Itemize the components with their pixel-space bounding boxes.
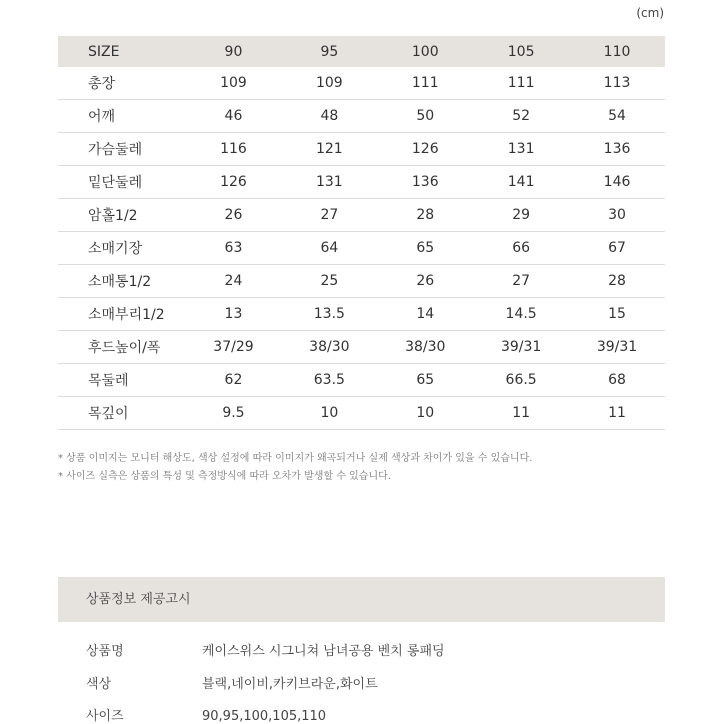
unit-label: (cm)	[636, 6, 664, 20]
row-label-cell: 후드높이/폭	[58, 331, 186, 364]
row-label-cell: 소매기장	[58, 232, 186, 265]
table-row	[58, 232, 665, 265]
value-cell: 39/31	[473, 331, 569, 364]
value-cell: 68	[569, 364, 665, 397]
header-cell: 105	[473, 36, 569, 67]
header-cell: SIZE	[58, 36, 186, 67]
value-cell: 126	[186, 166, 282, 199]
value-cell: 30	[569, 199, 665, 232]
value-cell: 39/31	[569, 331, 665, 364]
value-cell: 13	[186, 298, 282, 331]
value-cell: 50	[377, 100, 473, 133]
value-cell: 52	[473, 100, 569, 133]
value-cell: 27	[281, 199, 377, 232]
info-value: 케이스위스 시그니쳐 남녀공용 벤치 롱패딩	[202, 644, 445, 659]
value-cell: 14	[377, 298, 473, 331]
value-cell: 66	[473, 232, 569, 265]
value-cell: 38/30	[377, 331, 473, 364]
value-cell: 10	[281, 397, 377, 430]
value-cell: 113	[569, 67, 665, 100]
value-cell: 136	[569, 133, 665, 166]
note-line: * 상품 이미지는 모니터 해상도, 색상 설정에 따라 이미지가 왜곡되거나 실제 색상과 차이가 있을 수 있습니다.	[58, 453, 533, 464]
row-label-cell: 어깨	[58, 100, 186, 133]
product-info-row-size	[86, 705, 326, 724]
value-cell: 10	[377, 397, 473, 430]
value-cell: 67	[569, 232, 665, 265]
value-cell: 28	[569, 265, 665, 298]
value-cell: 121	[281, 133, 377, 166]
row-label-cell: 가슴둘레	[58, 133, 186, 166]
table-row	[58, 364, 665, 397]
value-cell: 136	[377, 166, 473, 199]
table-row	[58, 133, 665, 166]
value-cell: 9.5	[186, 397, 282, 430]
table-row	[58, 397, 665, 430]
value-cell: 126	[377, 133, 473, 166]
size-table	[58, 36, 665, 430]
row-label-cell: 암홀1/2	[58, 199, 186, 232]
product-info-row-name	[86, 640, 445, 659]
row-label-cell: 목둘레	[58, 364, 186, 397]
product-info-row-color	[86, 673, 378, 692]
value-cell: 116	[186, 133, 282, 166]
table-row	[58, 100, 665, 133]
value-cell: 46	[186, 100, 282, 133]
value-cell: 14.5	[473, 298, 569, 331]
value-cell: 11	[569, 397, 665, 430]
row-label-cell: 소매부리1/2	[58, 298, 186, 331]
value-cell: 26	[377, 265, 473, 298]
info-value: 90,95,100,105,110	[202, 709, 327, 724]
value-cell: 64	[281, 232, 377, 265]
note-line: * 사이즈 실측은 상품의 특성 및 측정방식에 따라 오차가 발생할 수 있습니다.	[58, 471, 391, 482]
value-cell: 131	[281, 166, 377, 199]
value-cell: 29	[473, 199, 569, 232]
value-cell: 62	[186, 364, 282, 397]
table-row	[58, 199, 665, 232]
value-cell: 65	[377, 364, 473, 397]
info-label: 상품명	[86, 644, 124, 659]
value-cell: 25	[281, 265, 377, 298]
row-label-cell: 총장	[58, 67, 186, 100]
value-cell: 65	[377, 232, 473, 265]
value-cell: 15	[569, 298, 665, 331]
table-row	[58, 166, 665, 199]
value-cell: 11	[473, 397, 569, 430]
notes	[58, 450, 532, 486]
info-label: 색상	[86, 677, 112, 692]
value-cell: 26	[186, 199, 282, 232]
value-cell: 63	[186, 232, 282, 265]
value-cell: 111	[377, 67, 473, 100]
value-cell: 111	[473, 67, 569, 100]
table-row	[58, 67, 665, 100]
row-label-cell: 목깊이	[58, 397, 186, 430]
value-cell: 27	[473, 265, 569, 298]
row-label-cell: 소매통1/2	[58, 265, 186, 298]
header-cell: 110	[569, 36, 665, 67]
value-cell: 37/29	[186, 331, 282, 364]
value-cell: 28	[377, 199, 473, 232]
value-cell: 66.5	[473, 364, 569, 397]
info-value: 블랙,네이비,카키브라운,화이트	[202, 677, 378, 692]
value-cell: 141	[473, 166, 569, 199]
value-cell: 131	[473, 133, 569, 166]
product-info-header: 상품정보 제공고시	[58, 577, 665, 622]
value-cell: 109	[281, 67, 377, 100]
table-row	[58, 298, 665, 331]
table-row	[58, 265, 665, 298]
row-label-cell: 밑단둘레	[58, 166, 186, 199]
header-cell: 95	[281, 36, 377, 67]
header-cell: 100	[377, 36, 473, 67]
value-cell: 38/30	[281, 331, 377, 364]
value-cell: 54	[569, 100, 665, 133]
value-cell: 48	[281, 100, 377, 133]
value-cell: 24	[186, 265, 282, 298]
size-table-header-row	[58, 36, 665, 67]
value-cell: 109	[186, 67, 282, 100]
table-row	[58, 331, 665, 364]
header-cell: 90	[186, 36, 282, 67]
info-label: 사이즈	[86, 709, 124, 724]
value-cell: 63.5	[281, 364, 377, 397]
value-cell: 146	[569, 166, 665, 199]
value-cell: 13.5	[281, 298, 377, 331]
